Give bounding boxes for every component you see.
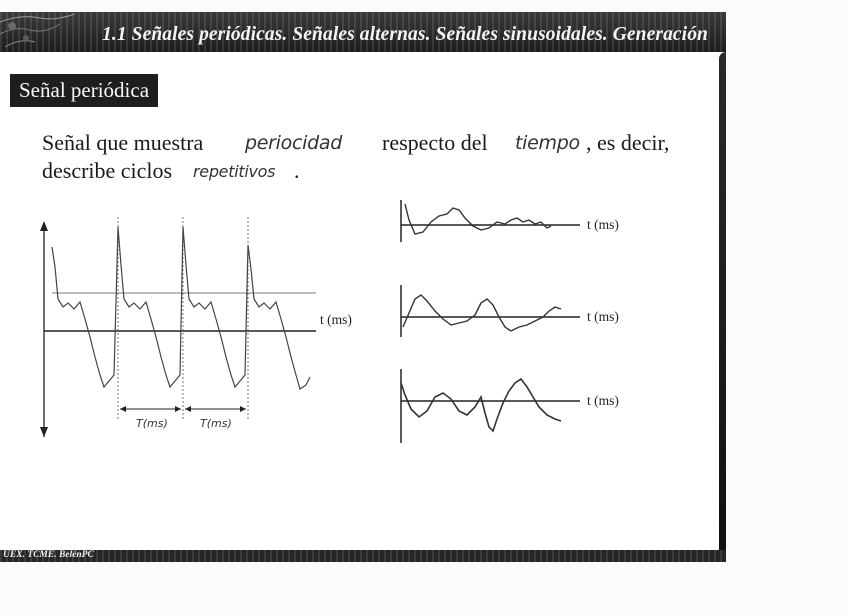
periodic-waveform-figure (30, 207, 370, 442)
body-line-2-end: . (294, 158, 300, 183)
period-label-1: T(ms) (136, 417, 168, 430)
header-bar (0, 12, 726, 52)
signal-line (405, 204, 551, 234)
period-label-2: T(ms) (200, 417, 232, 430)
arrow-left-icon (120, 406, 126, 412)
page-title: 1.1 Señales periódicas. Señales alternas. Señales sinusoidales. Generación (102, 24, 708, 45)
waveform-example-1 (395, 192, 635, 247)
left-axis-label: t (ms) (320, 312, 352, 327)
slide (0, 12, 726, 562)
signal-line (401, 379, 561, 431)
axis-label: t (ms) (587, 217, 619, 232)
axis-label: t (ms) (587, 393, 619, 408)
footer-bar (0, 550, 726, 562)
waveform-example-3 (395, 357, 635, 447)
axis-label: t (ms) (587, 309, 619, 324)
body-line-1-start: Señal que muestra (42, 130, 204, 155)
right-frame (719, 52, 726, 558)
handwritten-periocidad: periocidad (245, 132, 342, 154)
footer-text: UEX. TCME. BelénPC (3, 550, 94, 560)
section-label: Señal periódica (10, 74, 158, 107)
arrow-left-icon (185, 406, 191, 412)
body-line-1-end: , es decir, (586, 130, 670, 155)
signal-line (403, 295, 561, 331)
handwritten-repetitivos: repetitivos (193, 162, 276, 181)
waveform-example-2 (395, 277, 635, 342)
arrow-right-icon (240, 406, 246, 412)
y-axis-arrow-up-icon (40, 221, 48, 231)
body-line-1-mid: respecto del (382, 130, 488, 155)
handwritten-tiempo: tiempo (515, 132, 580, 154)
y-axis-arrow-down-icon (40, 427, 48, 437)
corner-decoration-icon (0, 12, 80, 52)
arrow-right-icon (175, 406, 181, 412)
waveform-signal (52, 227, 310, 389)
body-line-2-start: describe ciclos (42, 158, 173, 183)
